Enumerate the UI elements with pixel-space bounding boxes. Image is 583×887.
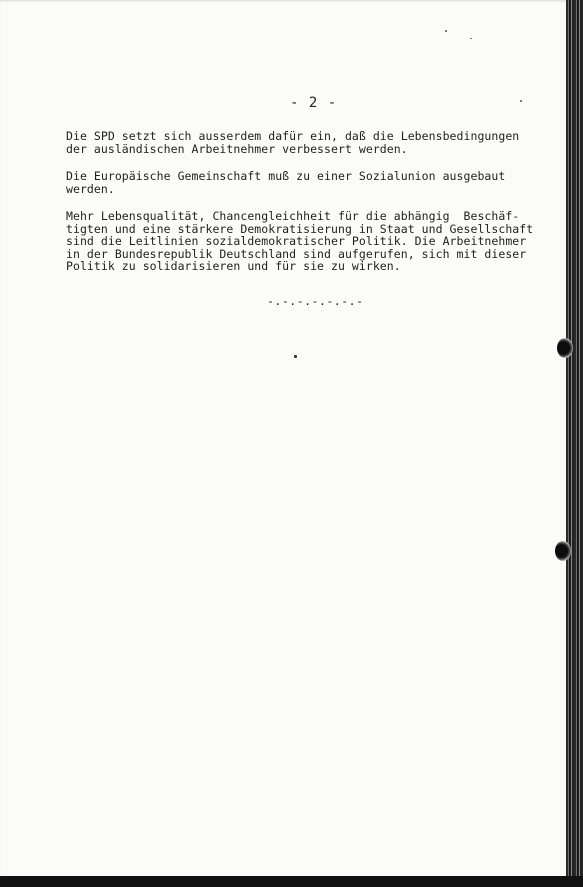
text-line: Die SPD setzt sich ausserdem dafür ein, daß die Lebensbedingungen [66, 129, 520, 143]
punch-hole [555, 541, 571, 561]
paragraph-social-union [66, 170, 505, 195]
text-line: Politik zu solidarisieren und für sie zu wirken. [66, 259, 401, 273]
text-line: der ausländischen Arbeitnehmer verbessert werden. [66, 141, 408, 156]
punch-hole [557, 338, 573, 358]
text-line: in der Bundesrepublik Deutschland sind aufgerufen, sich mit dieser [66, 246, 527, 261]
ink-speck [470, 38, 472, 39]
text-line: werden. [66, 181, 115, 196]
paragraph-quality-of-life [66, 210, 533, 273]
page-number: - 2 - [290, 95, 338, 111]
ink-speck [445, 30, 447, 32]
page-edge-shadow [566, 0, 583, 887]
text-line: tigten und eine stärkere Demokratisierung in Staat und Gesellschaft [66, 221, 534, 236]
paragraph-foreign-workers [66, 130, 519, 155]
text-line: sind die Leitlinien sozialdemokratischer Politik. Die Arbeitnehmer [66, 234, 527, 248]
text-line: Mehr Lebensqualität, Chancengleichheit für die abhängig Beschäf- [66, 209, 520, 223]
ink-speck [520, 100, 522, 102]
ink-speck [294, 355, 297, 358]
text-line: Die Europäische Gemeinschaft muß zu einer Sozialunion ausgebaut [66, 169, 506, 183]
page-bottom-edge [0, 876, 583, 887]
end-separator: -.-.-.-.-.-.- [267, 294, 364, 308]
